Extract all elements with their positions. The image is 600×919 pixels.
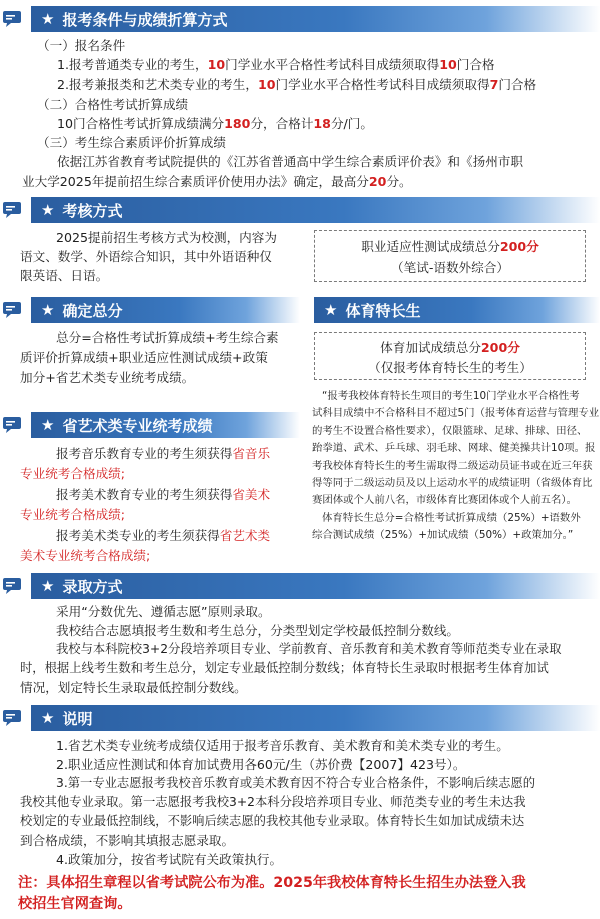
section-title: 确定总分 — [62, 301, 123, 320]
admission-line-4: 时，根据上线考生数和考生总分，划定专业最低控制分数线；体育特长生录取时根据考生体育加试 — [20, 661, 549, 675]
section-title: 考核方式 — [62, 201, 123, 220]
admission-line-5: 情况，划定特长生录取最低控制分数线。 — [20, 680, 247, 695]
admission-line-3: 我校与本科院校3+2分段培养项目专业、学前教育、音乐教育和美术教育等师范类专业在录取 — [56, 642, 562, 656]
section-header-art-exam — [0, 412, 300, 438]
chat-bubble-icon — [1, 8, 23, 30]
section-title: 说明 — [62, 709, 93, 728]
subheading-registration: （一）报名条件 — [37, 38, 126, 53]
quality-eval-line-1: 依据江苏省教育考试院提供的《江苏省普通高中学生综合素质评价表》和《扬州市职 — [57, 154, 523, 169]
rule-art-line: 2.报考兼报类和艺术类专业的考生，10门学业水平合格性考试科目成绩须取得7门合格 — [57, 77, 537, 92]
assessment-text-1: 2025提前招生考核方式为校测，内容为 — [56, 230, 277, 245]
section-header-assessment — [0, 197, 600, 223]
star-icon: ★ — [41, 416, 55, 434]
total-score-text-1: 总分=合格性考试折算成绩+考生综合素 — [56, 330, 279, 345]
sports-quote-line: 得等同于二级运动员及以上运动水平的成绩证明（省级体育比 — [312, 477, 593, 490]
score-conversion-line: 10门合格性考试折算成绩满分180分，合格计18分/门。 — [57, 116, 373, 131]
star-icon: ★ — [41, 201, 55, 219]
section-header-conditions — [0, 6, 600, 32]
note-line-1: 1.省艺术类专业统考成绩仅适用于报考音乐教育、美术教育和美术类专业的考生。 — [56, 738, 509, 753]
section-header-notes — [0, 705, 600, 731]
total-score-text-2: 质评价折算成绩+职业适应性测试成绩+政策 — [20, 350, 268, 365]
art-class-line-1: 报考美术类专业的考生须获得省艺术类 — [56, 528, 271, 543]
section-title: 体育特长生 — [345, 301, 421, 320]
section-header-total-score — [0, 297, 300, 323]
section-title: 录取方式 — [62, 577, 123, 596]
sports-quote-line: 的考生不设置合格性要求），仅限篮球、足球、排球、田径、 — [312, 424, 588, 437]
sports-quote-line: “报考我校体育特长生项目的考生10门学业水平合格性考 — [322, 390, 580, 402]
chat-bubble-icon — [1, 414, 23, 436]
vocational-test-box — [314, 230, 586, 282]
rule-general-line: 1.报考普通类专业的考生，10门学业水平合格性考试科目成绩须取得10门合格 — [57, 57, 495, 72]
chat-bubble-icon — [1, 199, 23, 221]
art-fineart-line-1: 报考美术教育专业的考生须获得省美术 — [56, 487, 271, 502]
star-icon: ★ — [41, 577, 55, 595]
section-header-admission — [0, 573, 600, 599]
sports-test-total: 体育加试成绩总分200分 — [380, 340, 520, 355]
admission-line-1: 采用“分数优先、遵循志愿”原则录取。 — [56, 604, 271, 619]
section-header-sports — [314, 297, 600, 323]
art-music-line-2: 专业统考合格成绩; — [20, 466, 125, 481]
sports-quote-line: 试科目成绩中不合格科目不超过5门（报考体育运营与管理专业 — [312, 407, 600, 420]
star-icon: ★ — [324, 301, 338, 319]
section-title: 省艺术类专业统考成绩 — [62, 416, 213, 435]
vocational-test-note: （笔试-语数外综合） — [391, 260, 509, 275]
footer-note-line-2: 校招生官网查询。 — [18, 896, 132, 912]
chat-bubble-icon — [1, 299, 23, 321]
assessment-text-2: 语文、数学、外语综合知识，其中外语语种仅 — [20, 249, 272, 264]
art-music-line-1: 报考音乐教育专业的考生须获得省音乐 — [56, 446, 271, 461]
sports-quote-line: 赛团体或个人前八名，市级体育比赛团体或个人前五名）。 — [312, 494, 577, 507]
assessment-text-3: 限英语、日语。 — [20, 268, 109, 283]
art-class-line-2: 美术专业统考合格成绩; — [20, 548, 151, 563]
subheading-score-conversion: （二）合格性考试折算成绩 — [37, 97, 189, 112]
note-line-7: 4.政策加分，按省考试院有关政策执行。 — [56, 852, 283, 867]
total-score-text-3: 加分+省艺术类专业统考成绩。 — [20, 370, 195, 385]
note-line-5: 校划定的专业最低控制线，不影响后续志愿的我校其他专业录取。体育特长生如加试成绩未达 — [20, 814, 525, 828]
star-icon: ★ — [41, 301, 55, 319]
section-title: 报考条件与成绩折算方式 — [62, 10, 228, 29]
note-line-6: 到合格成绩，不影响其填报志愿录取。 — [20, 833, 235, 848]
note-line-4: 我校其他专业录取。第一志愿报考我校3+2本科分段培养项目专业、师范类专业的考生未达我 — [20, 795, 526, 809]
note-line-3: 3.第一专业志愿报考我校音乐教育或美术教育因不符合专业合格条件，不影响后续志愿的 — [56, 776, 536, 790]
sports-test-box — [314, 332, 586, 380]
subheading-quality-eval: （三）考生综合素质评价折算成绩 — [37, 135, 226, 150]
chat-bubble-icon — [1, 707, 23, 729]
sports-quote-line: 体育特长生总分=合格性考试折算成绩（25%）+语数外 — [322, 511, 581, 524]
note-line-2: 2.职业适应性测试和体育加试费用各60元/生（苏价费【2007】423号）。 — [56, 757, 466, 772]
star-icon: ★ — [41, 709, 55, 727]
sports-test-note: （仅报考体育特长生的考生） — [368, 360, 532, 375]
footer-note-line-1: 注：具体招生章程以省考试院公布为准。2025年我校体育特长生招生办法登入我 — [18, 875, 526, 891]
footer-note — [18, 873, 526, 915]
sports-quote-line: 跆拳道、武术、乒乓球、羽毛球、网球、健美操共计10项。报 — [312, 442, 596, 455]
sports-quote-line: 考我校体育特长生的考生需取得二级运动员证书或在近三年获 — [312, 459, 593, 472]
quality-eval-line-2: 业大学2025年提前招生综合素质评价使用办法》确定，最高分20分。 — [22, 174, 412, 189]
chat-bubble-icon — [1, 575, 23, 597]
sports-quote — [312, 388, 600, 545]
admission-line-2: 我校结合志愿填报考生数和考生总分，分类型划定学校最低控制分数线。 — [56, 623, 459, 638]
vocational-test-total: 职业适应性测试成绩总分200分 — [361, 239, 539, 254]
sports-quote-line: 综合测试成绩（25%）+加试成绩（50%）+政策加分。” — [312, 529, 574, 542]
art-fineart-line-2: 专业统考合格成绩; — [20, 507, 125, 522]
star-icon: ★ — [41, 10, 55, 28]
